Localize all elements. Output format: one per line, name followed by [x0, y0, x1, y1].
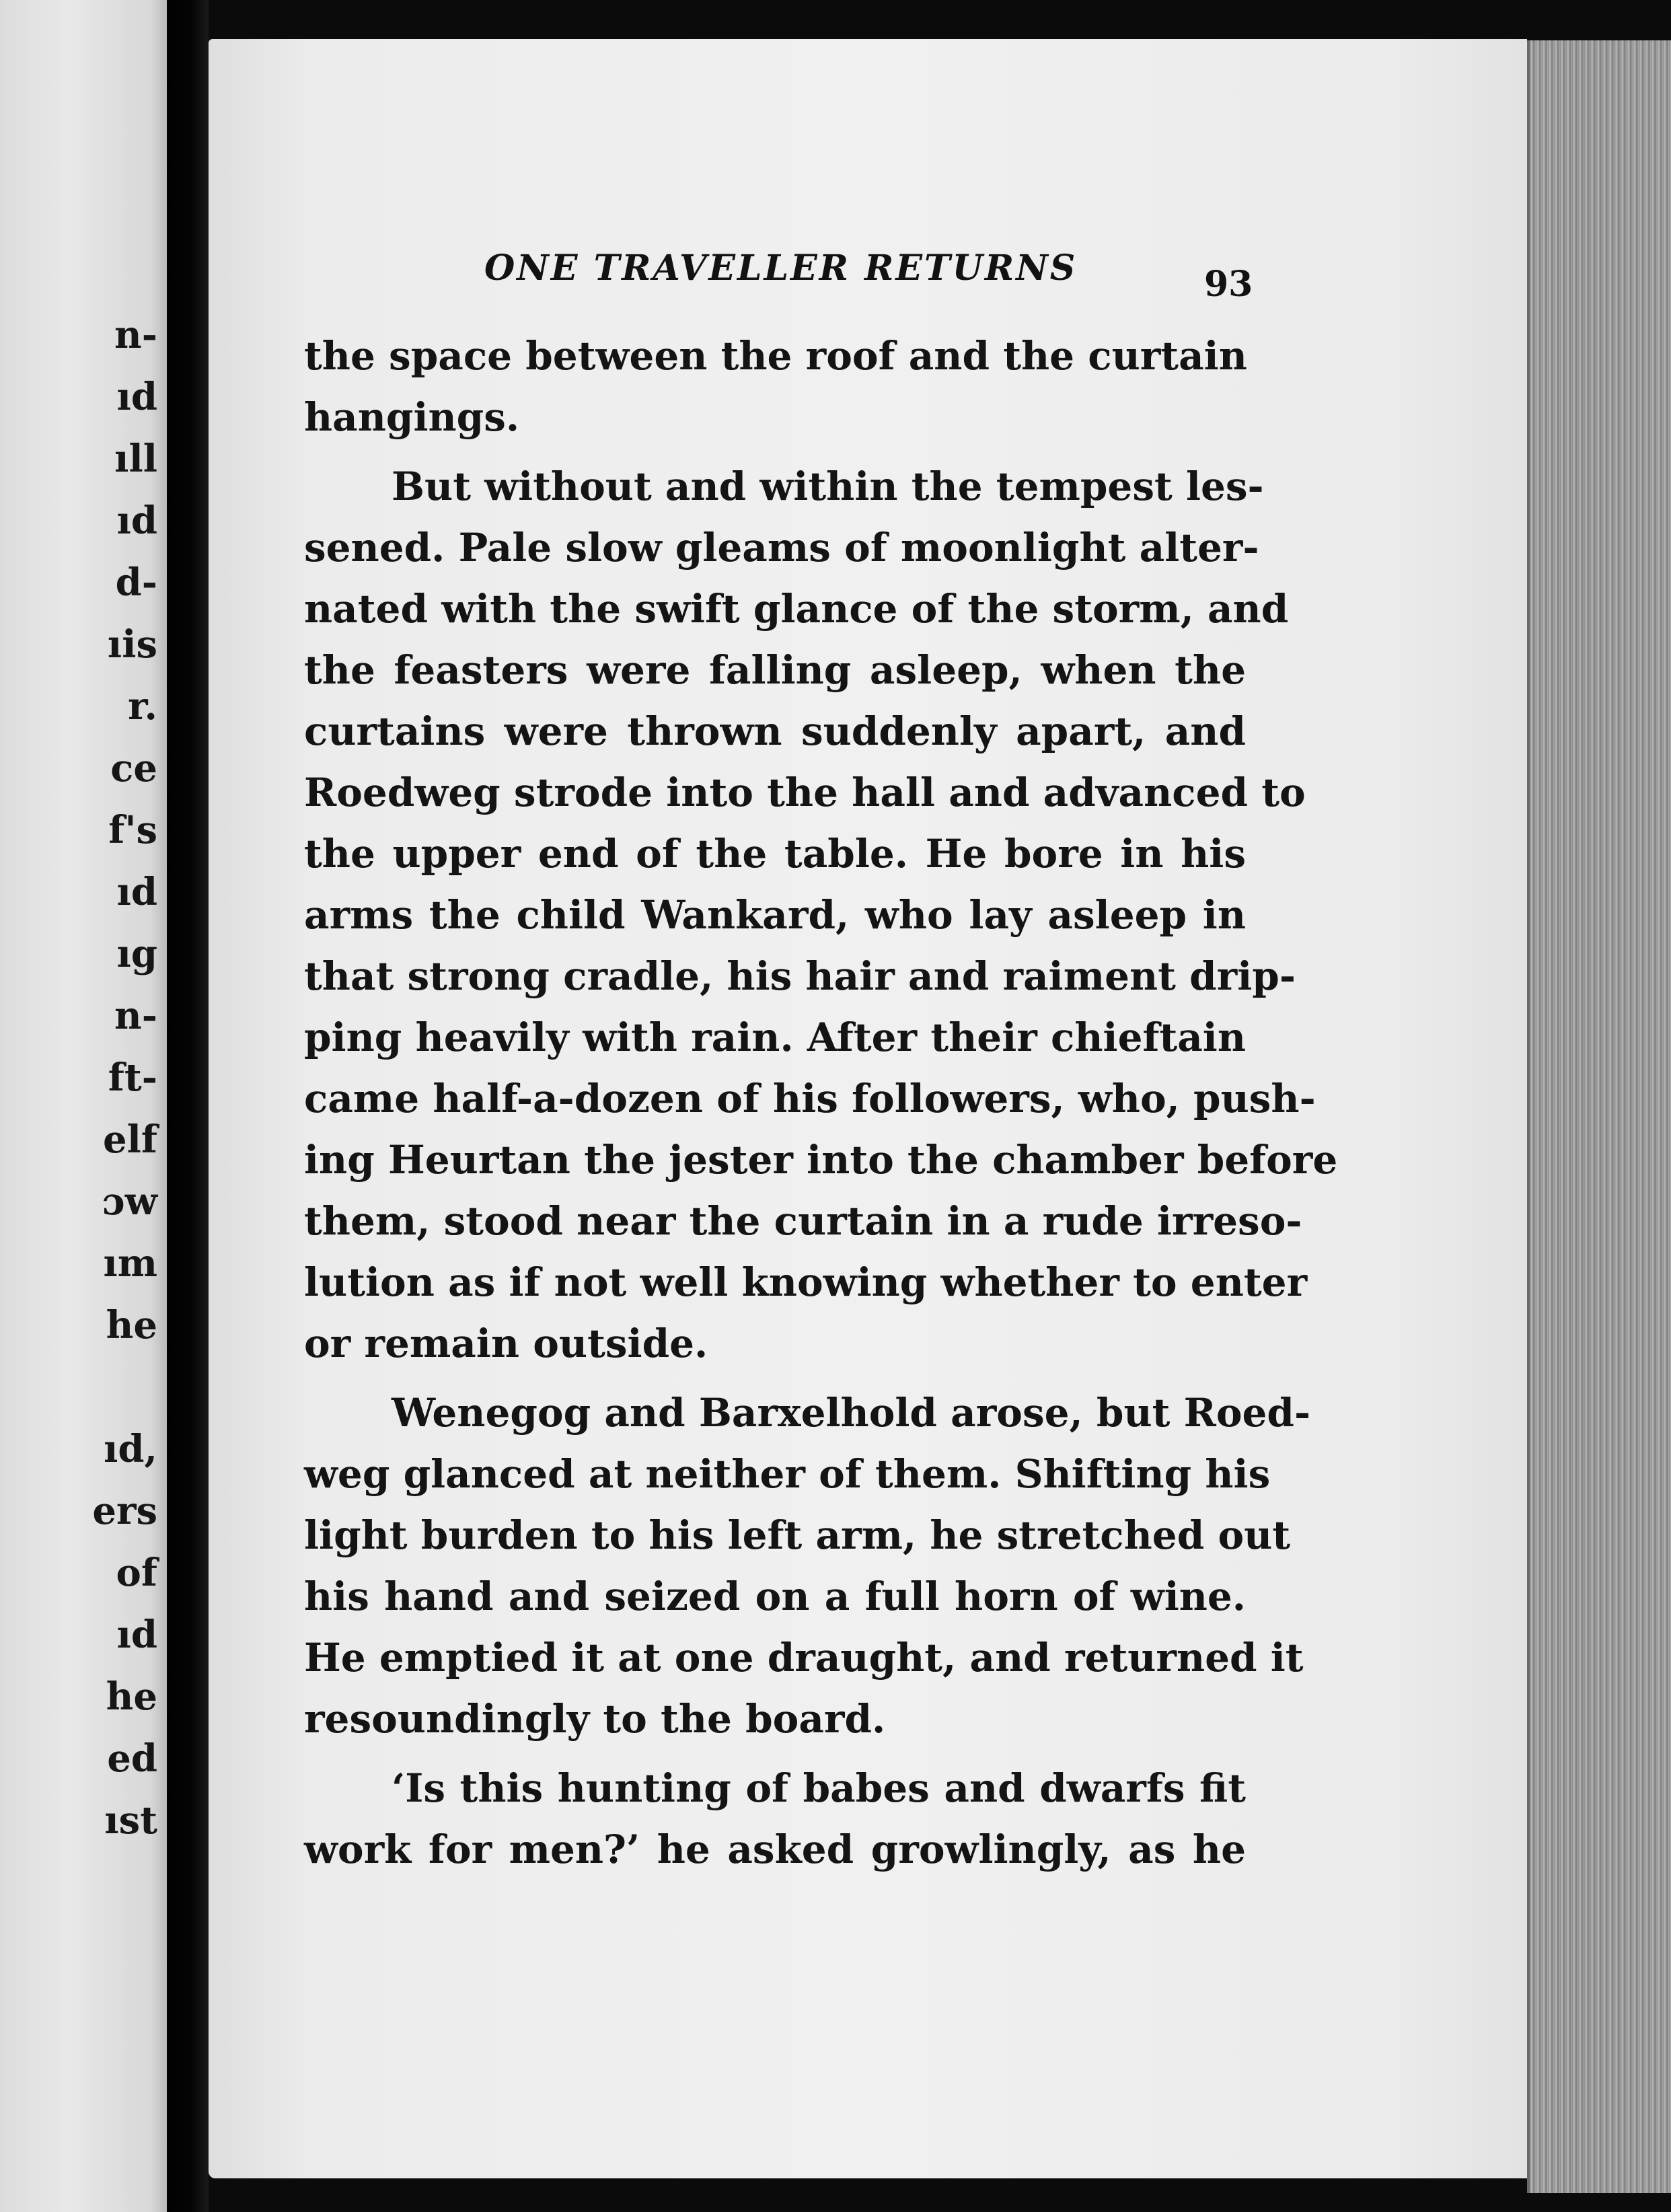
left-page-line-fragment: elf	[103, 1117, 157, 1162]
paragraph	[304, 1382, 1311, 1750]
text-line: came half-a-dozen of his followers, who, push-	[304, 1076, 1316, 1121]
text-line: Roedweg strode into the hall and advanced to	[304, 770, 1306, 815]
text-line: curtains were thrown suddenly apart, and	[304, 708, 1246, 754]
page-block-edges	[1527, 40, 1671, 2193]
left-facing-page	[0, 0, 167, 2212]
text-line: Wenegog and Barxelhold arose, but Roed-	[392, 1390, 1311, 1436]
text-line: ping heavily with rain. After their chieftain	[304, 1015, 1246, 1060]
left-page-line-fragment: he	[106, 1674, 157, 1719]
left-page-line-fragment: ɔw	[102, 1179, 157, 1224]
page-body-text	[304, 326, 1338, 1880]
left-page-line-fragment: ıst	[104, 1798, 157, 1843]
left-page-line-fragment: he	[106, 1303, 157, 1348]
left-page-line-fragment: ıd,	[104, 1427, 157, 1471]
text-line: the space between the roof and the curtain	[304, 333, 1247, 379]
left-page-line-fragment: ım	[103, 1241, 157, 1286]
text-line: the upper end of the table. He bore in his	[304, 831, 1246, 877]
text-line: the feasters were falling asleep, when the	[304, 647, 1246, 693]
left-page-line-fragment: ft-	[108, 1056, 157, 1100]
left-page-line-fragment: r.	[128, 684, 157, 729]
text-line: work for men?’ he asked growlingly, as he	[304, 1827, 1246, 1872]
left-page-line-fragment: n-	[114, 994, 157, 1038]
left-page-line-fragment: ıll	[114, 437, 157, 481]
left-page-line-fragment: of	[116, 1551, 157, 1595]
left-page-line-fragment: ıd	[116, 499, 157, 543]
text-line: arms the child Wankard, who lay asleep in	[304, 892, 1246, 938]
text-line: nated with the swift glance of the storm, and	[304, 586, 1289, 632]
left-page-line-fragment: ıd	[116, 870, 157, 914]
paragraph	[304, 1758, 1246, 1880]
text-line: ‘Is this hunting of babes and dwarfs fit	[392, 1765, 1246, 1811]
paragraph	[304, 456, 1338, 1374]
left-page-line-fragment: f's	[108, 808, 157, 852]
text-line: resoundingly to the board.	[304, 1696, 886, 1742]
text-line: them, stood near the curtain in a rude irreso-	[304, 1198, 1302, 1244]
left-page-line-fragment: ce	[110, 746, 157, 790]
text-line: But without and within the tempest les-	[392, 464, 1264, 509]
paragraph	[304, 326, 1246, 448]
paragraph-gap	[304, 1374, 1246, 1382]
paragraph-gap	[304, 448, 1246, 456]
left-page-line-fragment: ed	[107, 1736, 157, 1781]
left-page-line-fragment: ıg	[116, 932, 157, 976]
left-page-line-fragment: n-	[114, 313, 157, 357]
text-line: weg glanced at neither of them. Shifting his	[304, 1451, 1271, 1497]
text-line: sened. Pale slow gleams of moonlight alter-	[304, 525, 1259, 570]
left-page-line-fragment: ıd	[116, 1613, 157, 1657]
left-page-line-fragment: ers	[92, 1489, 157, 1533]
text-line: hangings.	[304, 394, 520, 440]
left-page-line-fragment: d-	[115, 560, 157, 605]
text-line: or remain outside.	[304, 1321, 708, 1366]
paragraph-gap	[304, 1750, 1246, 1758]
text-line: He emptied it at one draught, and returned it	[304, 1635, 1304, 1681]
left-page-line-fragment: ıis	[107, 622, 157, 667]
text-line: ing Heurtan the jester into the chamber before	[304, 1137, 1338, 1183]
running-head: ONE TRAVELLER RETURNS	[484, 248, 1078, 289]
book-gutter	[167, 0, 209, 2212]
page-number: 93	[1204, 264, 1253, 305]
text-line: light burden to his left arm, he stretched out	[304, 1512, 1291, 1558]
text-line: lution as if not well knowing whether to enter	[304, 1259, 1308, 1305]
left-page-line-fragment: ıd	[116, 375, 157, 419]
text-line: that strong cradle, his hair and raiment drip-	[304, 953, 1296, 999]
text-line: his hand and seized on a full horn of wine.	[304, 1574, 1246, 1619]
